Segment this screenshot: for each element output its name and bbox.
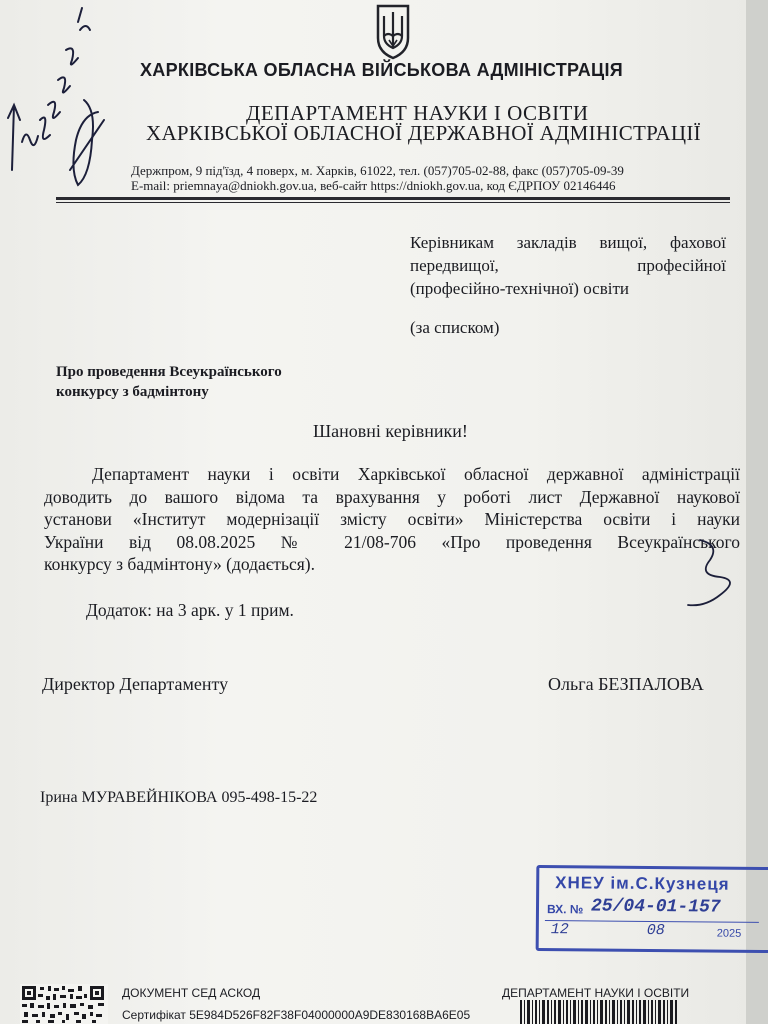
footer-department: ДЕПАРТАМЕНТ НАУКИ І ОСВІТИ — [502, 986, 690, 1000]
recipient-line: Керівникам закладів вищої, фахової — [410, 233, 726, 252]
signatory-position: Директор Департаменту — [42, 674, 229, 694]
body-line: Департамент науки і освіти Харківської обласної державної адміністрації — [92, 464, 740, 484]
greeting: Шановні керівники! — [313, 421, 468, 441]
subject-line: конкурсу з бадмінтону — [56, 384, 209, 400]
body-paragraph — [44, 463, 740, 576]
trident-emblem-icon — [372, 2, 414, 60]
department-title-line1: ДЕПАРТАМЕНТ НАУКИ І ОСВІТИ — [246, 101, 589, 125]
department-title-line2: ХАРКІВСЬКОЇ ОБЛАСНОЇ ДЕРЖАВНОЇ АДМІНІСТРАЦІЇ — [146, 121, 701, 145]
certificate-id: Сертифікат 5E984D526F82F38F04000000A9DE830168BA6E05 — [122, 1008, 471, 1022]
header-rule-thin — [56, 202, 730, 203]
recipient-line: передвищої, професійної — [410, 256, 726, 275]
stamp-year: 2025 — [716, 927, 742, 940]
org-title: ХАРКІВСЬКА ОБЛАСНА ВІЙСЬКОВА АДМІНІСТРАЦІЯ — [140, 60, 624, 80]
handwritten-squiggle — [680, 535, 750, 615]
qr-code-icon — [20, 984, 108, 1024]
registration-stamp — [536, 865, 768, 953]
recipient-block — [410, 231, 726, 300]
document-system-label: ДОКУМЕНТ СЕД АСКОД — [122, 986, 261, 1000]
subject-line: Про проведення Всеукраїнського — [56, 364, 282, 380]
executor-contact: Ірина МУРАВЕЙНІКОВА 095-498-15-22 — [40, 789, 318, 806]
recipient-note: (за списком) — [410, 318, 500, 337]
body-line: установи «Інститут модернізації змісту освіти» Міністерства освіти і науки — [44, 509, 740, 529]
body-line: доводить до вашого відома та врахування у роботі лист Державної наукової — [44, 486, 740, 507]
stamp-number-label: ВХ. № — [546, 902, 584, 917]
contact-email: E-mail: priemnaya@dniokh.gov.ua, веб-сайт https://dniokh.gov.ua, код ЄДРПОУ 02146446 — [131, 178, 616, 193]
subject-block — [56, 362, 376, 402]
barcode-icon — [520, 1000, 680, 1024]
handwritten-resolution — [0, 0, 110, 200]
contact-address: Держпром, 9 під'їзд, 4 поверх, м. Харків, 61022, тел. (057)705-02-88, факс (057)705-09-39 — [131, 163, 624, 178]
stamp-month: 08 — [646, 921, 665, 940]
stamp-day: 12 — [550, 921, 569, 939]
body-line: України від 08.08.2025 № 21/08-706 «Про проведення Всеукраїнського — [44, 531, 740, 552]
signatory-name: Ольга БЕЗПАЛОВА — [548, 674, 704, 694]
annex-note: Додаток: на 3 арк. у 1 прим. — [86, 600, 294, 620]
body-line: конкурсу з бадмінтону» (додається). — [44, 554, 315, 574]
stamp-title: ХНЕУ ім.С.Кузнеця — [555, 873, 730, 894]
header-rule-thick — [56, 197, 730, 200]
stamp-number: 25/04-01-157 — [590, 896, 721, 918]
recipient-line: (професійно-технічної) освіти — [410, 279, 629, 298]
